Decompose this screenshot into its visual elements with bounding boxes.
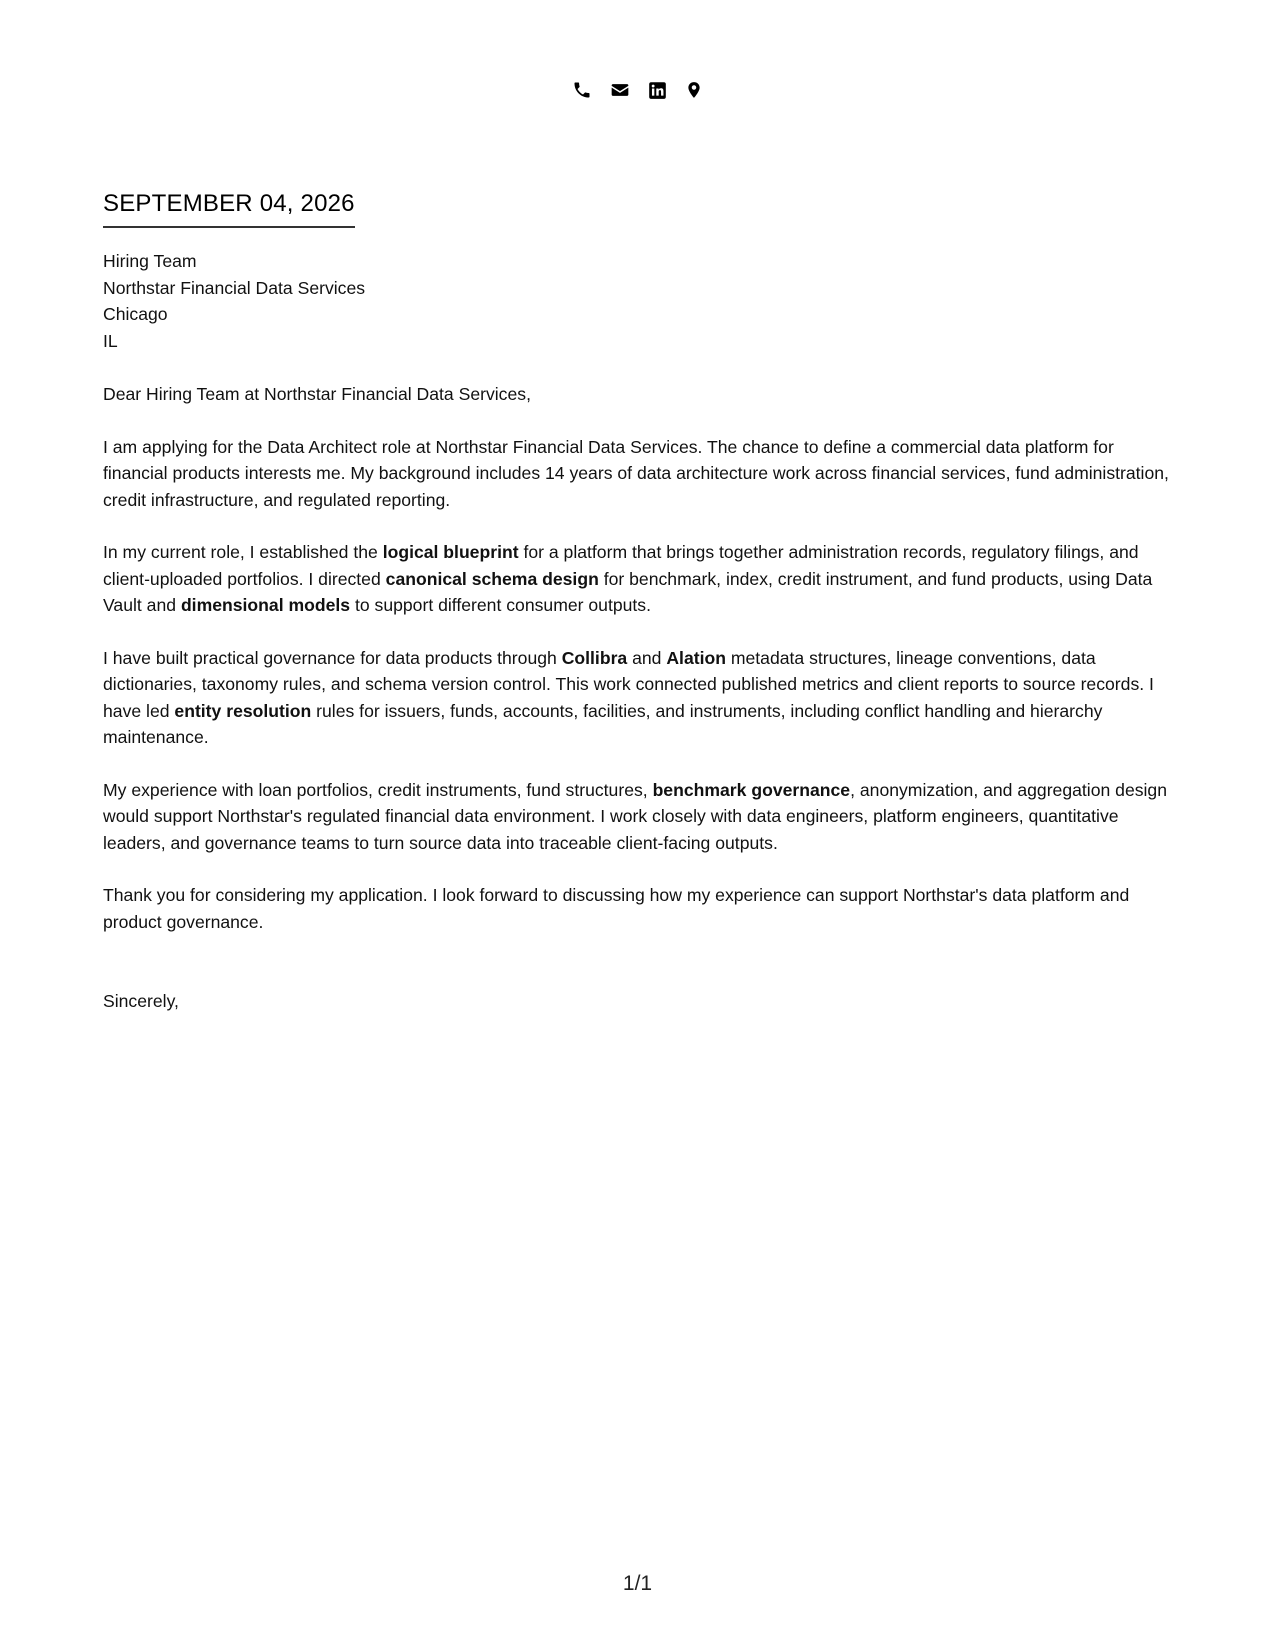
map-pin-icon[interactable]	[685, 80, 703, 100]
highlight-term: dimensional models	[180, 595, 351, 615]
highlight-term: logical blueprint	[382, 542, 519, 562]
highlight-term: benchmark governance	[652, 779, 851, 800]
paragraph-experience: My experience with loan portfolios, credit instruments, fund structures, benchmark governance, anonymization, and aggregation design would support Northstar's regulated financial data environment. I work closely with data engineers, platform engineers, quantitative leaders, and governance teams to turn source data into traceable client-facing outputs.	[103, 779, 1168, 853]
salutation: Dear Hiring Team at Northstar Financial Data Services,	[103, 384, 531, 404]
recipient-company: Northstar Financial Data Services	[103, 277, 366, 298]
recipient-city: Chicago	[103, 304, 168, 324]
paragraph-thanks: Thank you for considering my application. I look forward to discussing how my experience can support Northstar's data platform and product governance.	[103, 885, 1130, 932]
paragraph-current-role: In my current role, I established the logical blueprint for a platform that brings together administration records, regulatory filings, and client-uploaded portfolios. I directed canonical schema design for benchmark, index, credit instrument, and fund products, using Data Vault and dimensional models to support different consumer outputs.	[103, 542, 1153, 615]
highlight-term: Alation	[666, 647, 726, 668]
cover-letter	[103, 188, 1178, 1015]
recipient-address	[103, 248, 1178, 354]
linkedin-icon[interactable]	[648, 81, 667, 100]
highlight-term: Collibra	[561, 647, 628, 668]
page-number: 1/1	[622, 1572, 653, 1595]
envelope-icon[interactable]	[610, 80, 630, 100]
letter-date: SEPTEMBER 04, 2026	[103, 188, 355, 228]
closing: Sincerely,	[103, 991, 179, 1011]
phone-icon[interactable]	[572, 80, 592, 100]
highlight-term: entity resolution	[174, 700, 312, 721]
paragraph-intro: I am applying for the Data Architect role at Northstar Financial Data Services. The chance to define a commercial data platform for financial products interests me. My background includes 14 years of data architecture work across financial services, fund administration, credit infrastructure, and regulated reporting.	[103, 436, 1169, 510]
recipient-name: Hiring Team	[103, 251, 197, 271]
contact-icons	[0, 80, 1275, 100]
highlight-term: canonical schema design	[385, 568, 599, 589]
paragraph-governance: I have built practical governance for data products through Collibra and Alation metadata structures, lineage conventions, data dictionaries, taxonomy rules, and schema version control. This work connected published metrics and client reports to source records. I have led entity resolution rules for issuers, funds, accounts, facilities, and instruments, including conflict handling and hierarchy maintenance.	[103, 647, 1154, 747]
recipient-state: IL	[103, 330, 118, 351]
